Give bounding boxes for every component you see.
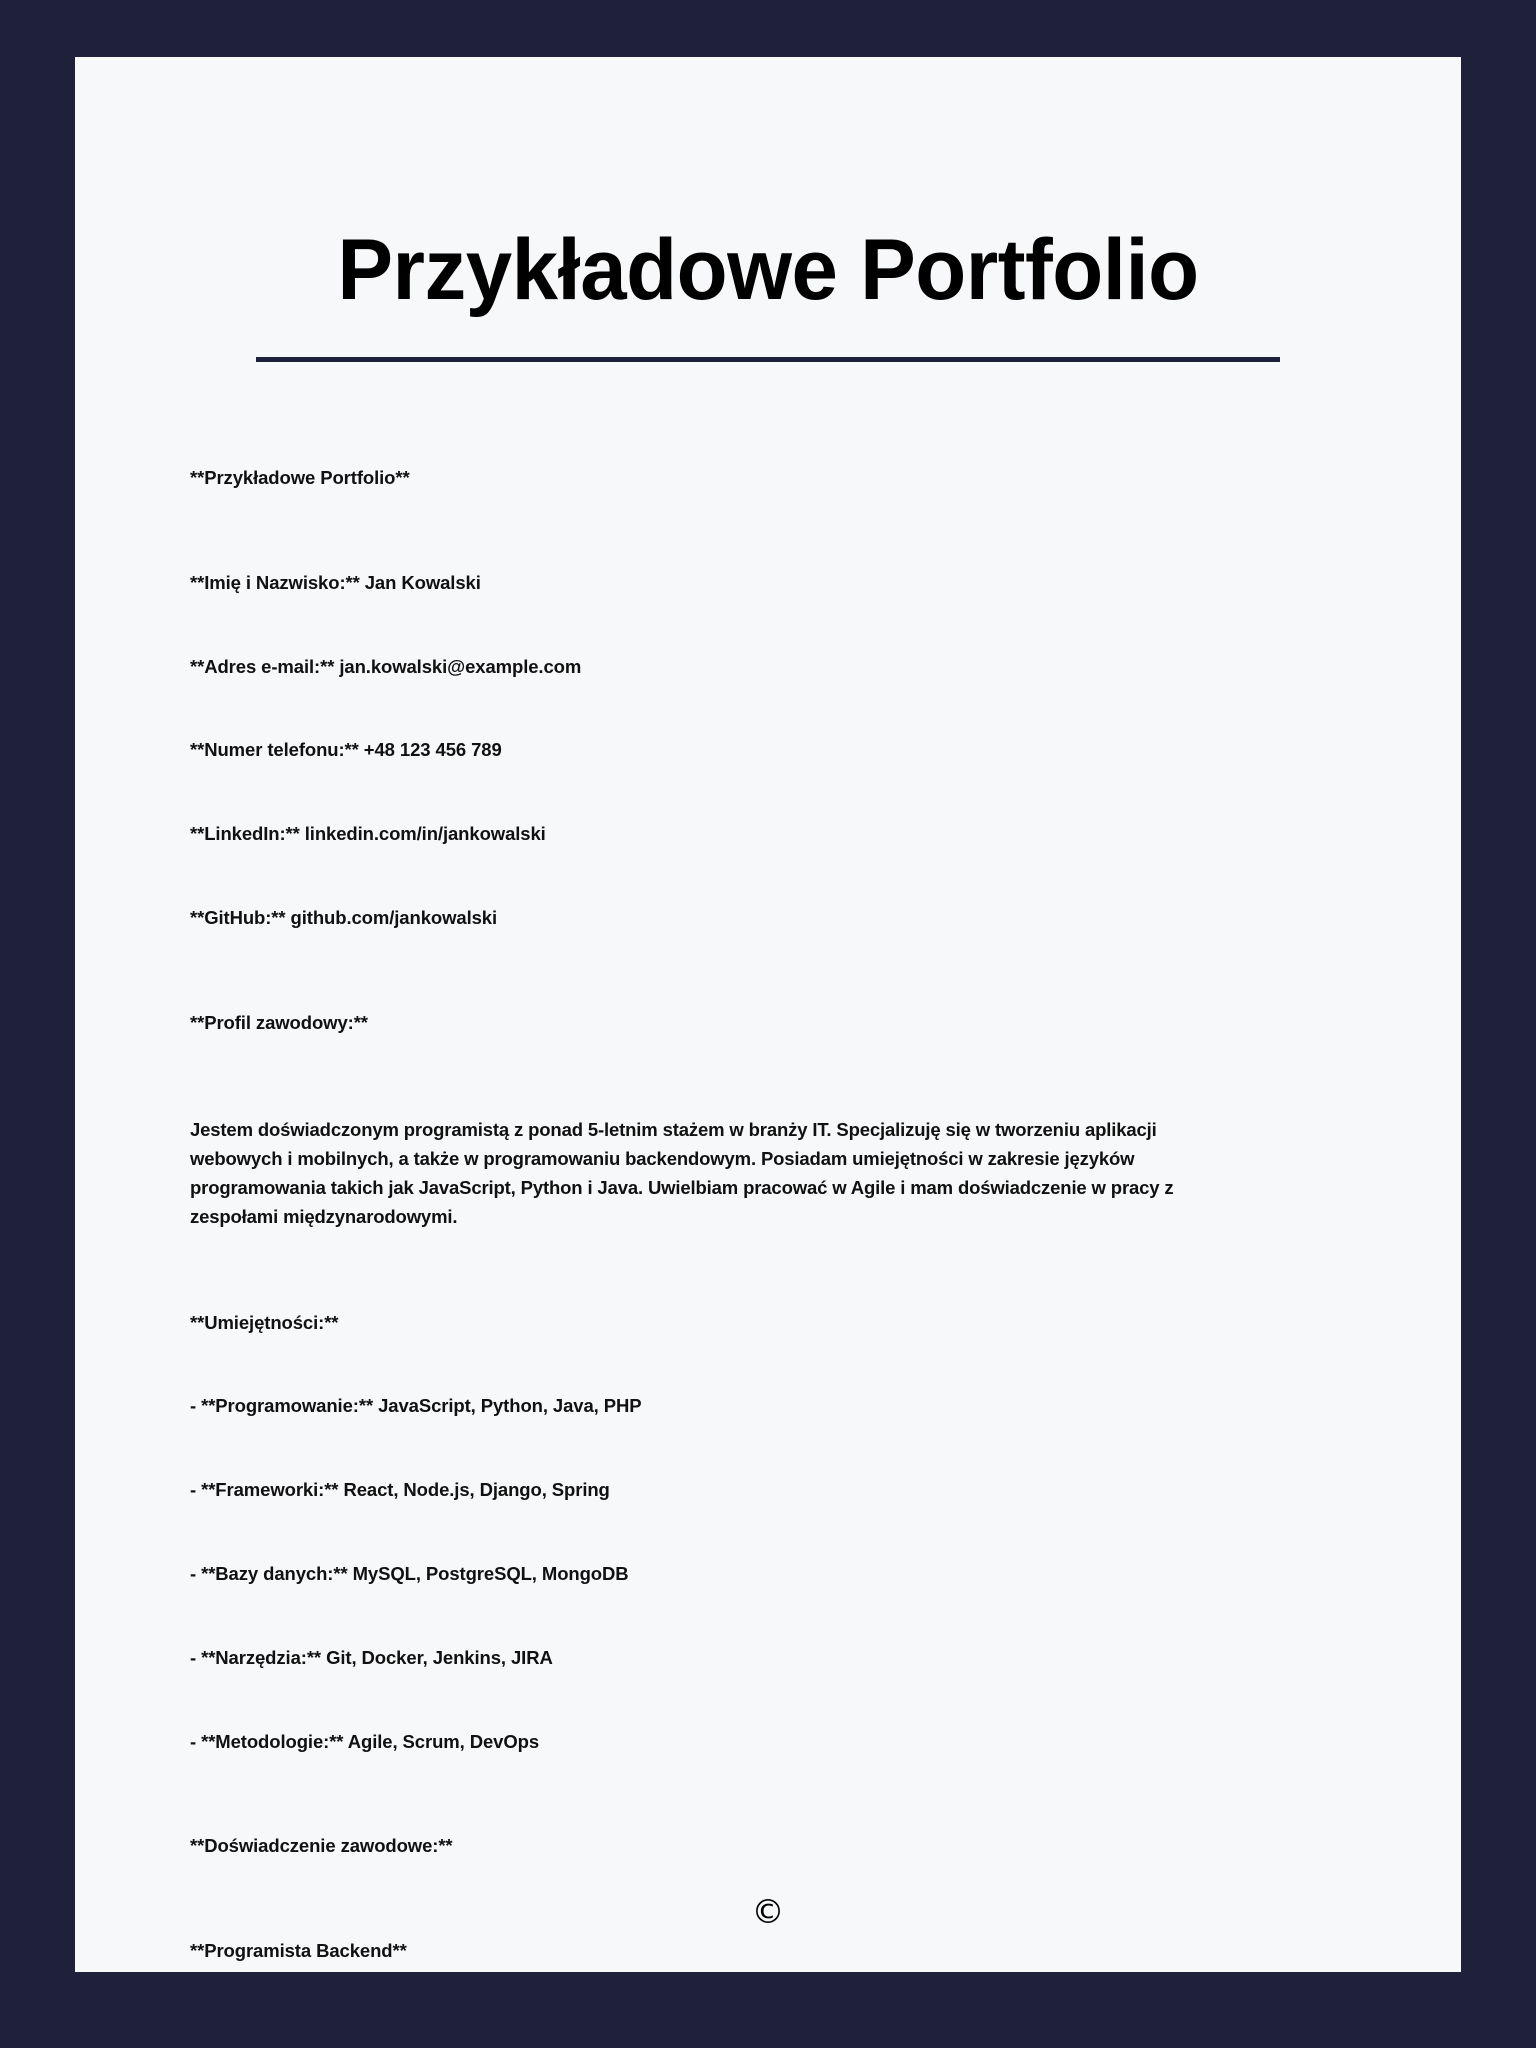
spacer <box>190 1232 1220 1310</box>
spacer <box>190 1037 1220 1115</box>
profile-heading: **Profil zawodowy:** <box>190 1011 368 1033</box>
contact-name-line: **Imię i Nazwisko:** Jan Kowalski <box>190 571 481 593</box>
spacer <box>190 1672 1220 1729</box>
skill-item-databases: - **Bazy danych:** MySQL, PostgreSQL, MongoDB <box>190 1563 629 1584</box>
spacer <box>190 1420 1220 1477</box>
page-title: Przykładowe Portfolio <box>337 222 1199 318</box>
document-subtitle: **Przykładowe Portfolio** <box>190 467 410 488</box>
spacer <box>190 597 1220 654</box>
spacer <box>190 492 1220 570</box>
skills-heading: **Umiejętności:** <box>190 1311 339 1333</box>
copyright-icon: © <box>751 1892 785 1931</box>
spacer <box>190 848 1220 905</box>
experience-heading: **Doświadczenie zawodowe:** <box>190 1835 453 1857</box>
profile-paragraph: Jestem doświadczonym programistą z ponad 5-letnim stażem w branży IT. Specjalizuję się w tworzeniu aplikacji webowych i mobilnych, a także w programowaniu backendowym. Posiadam umiejętności w zakresie języków programowania takich jak JavaScript, Python i Java. Uwielbiam pracować w Agile i mam doświadczenie w pracy z zespołami międzynarodowymi. <box>190 1118 1174 1228</box>
skill-item-tools: - **Narzędzia:** Git, Docker, Jenkins, JIRA <box>190 1646 553 1668</box>
spacer <box>190 1755 1220 1833</box>
contact-linkedin-line: **LinkedIn:** linkedin.com/in/jankowalski <box>190 823 546 845</box>
spacer <box>190 764 1220 821</box>
spacer <box>190 932 1220 1010</box>
skill-item-methodologies: - **Metodologie:** Agile, Scrum, DevOps <box>190 1730 540 1752</box>
document-header <box>75 57 1461 362</box>
contact-email-line: **Adres e-mail:** jan.kowalski@example.com <box>190 655 582 677</box>
title-divider <box>256 357 1280 362</box>
document-body <box>190 465 1220 1965</box>
skill-item-programming: - **Programowanie:** JavaScript, Python, Java, PHP <box>190 1395 642 1417</box>
spacer <box>190 1504 1220 1561</box>
contact-phone-line: **Numer telefonu:** +48 123 456 789 <box>190 739 502 761</box>
spacer <box>190 1336 1220 1393</box>
spacer <box>190 680 1220 737</box>
document-page <box>75 57 1461 1972</box>
spacer <box>190 1588 1220 1645</box>
experience-role-heading: **Programista Backend** <box>190 1940 407 1962</box>
skill-item-frameworks: - **Frameworki:** React, Node.js, Django, Spring <box>190 1479 610 1501</box>
contact-github-line: **GitHub:** github.com/jankowalski <box>190 907 498 929</box>
